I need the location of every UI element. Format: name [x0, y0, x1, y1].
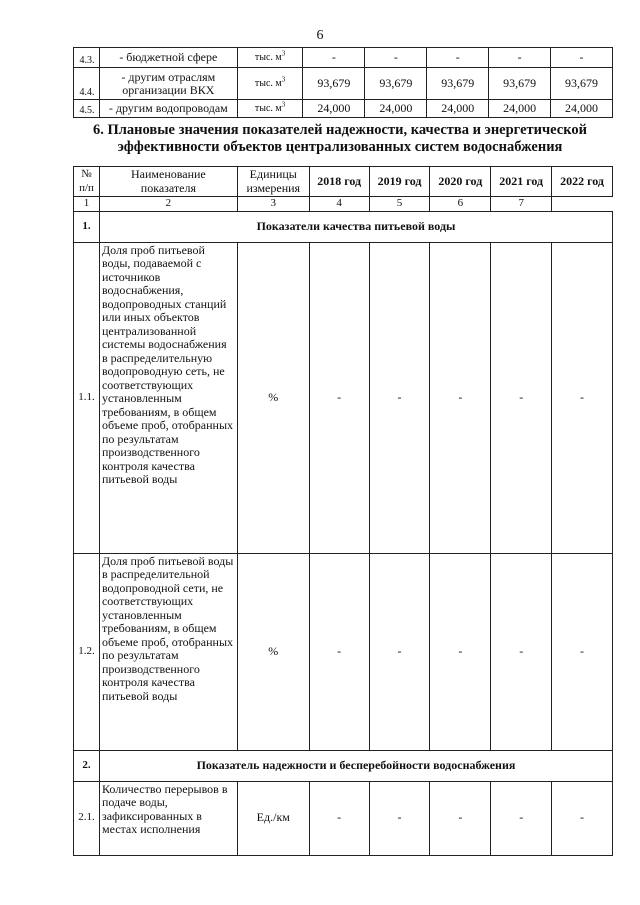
- row-name: Количество перерывов в подаче воды, зафиксированных в местах исполнения: [99, 781, 237, 855]
- header-name: Наименование показателя: [99, 167, 237, 197]
- row-number: 4.5.: [74, 100, 100, 118]
- row-name: - бюджетной сфере: [99, 48, 237, 68]
- table-row: [74, 100, 613, 118]
- header-year: 2020 год: [430, 167, 491, 197]
- top-table: [73, 47, 613, 118]
- value-cell: -: [309, 553, 369, 750]
- row-unit: тыс. $м^3$: [237, 48, 303, 68]
- row-number: 4.4.: [74, 68, 100, 100]
- value-cell: -: [430, 553, 491, 750]
- page-number: 6: [316, 28, 324, 43]
- header-row: [74, 167, 613, 197]
- value-cell: -: [430, 242, 491, 553]
- row-unit: тыс. $м^3$: [237, 68, 303, 100]
- row-unit: %: [237, 242, 309, 553]
- section-title: Показатель надежности и бесперебойности водоснабжения: [99, 750, 612, 781]
- row-number: 1.1.: [74, 242, 100, 553]
- index-cell: 3: [237, 197, 309, 212]
- index-cell: 4: [309, 197, 369, 212]
- section-row: [74, 750, 613, 781]
- header-num: № п/п: [74, 167, 100, 197]
- value-cell: 93,679: [303, 68, 365, 100]
- row-number: 4.3.: [74, 48, 100, 68]
- value-cell: -: [303, 48, 365, 68]
- value-cell: -: [489, 48, 551, 68]
- value-cell: -: [369, 242, 430, 553]
- row-unit: тыс. $м^3$: [237, 100, 303, 118]
- index-cell: 1: [74, 197, 100, 212]
- index-cell: 2: [99, 197, 237, 212]
- index-cell: 6: [430, 197, 491, 212]
- row-number: 1.2.: [74, 553, 100, 750]
- row-unit: Ед./км: [237, 781, 309, 855]
- section-number: 1.: [74, 211, 100, 242]
- section-row: [74, 211, 613, 242]
- value-cell: -: [427, 48, 489, 68]
- header-year: 2019 год: [369, 167, 430, 197]
- value-cell: -: [369, 553, 430, 750]
- value-cell: -: [365, 48, 427, 68]
- table-row: [74, 553, 613, 750]
- indicators-table: [73, 166, 613, 856]
- value-cell: 24,000: [551, 100, 613, 118]
- value-cell: -: [551, 48, 613, 68]
- value-cell: 93,679: [551, 68, 613, 100]
- header-unit: Единицы измерения: [237, 167, 309, 197]
- value-cell: -: [491, 781, 552, 855]
- section-number: 2.: [74, 750, 100, 781]
- index-cell: 5: [369, 197, 430, 212]
- value-cell: -: [491, 553, 552, 750]
- value-cell: 24,000: [427, 100, 489, 118]
- table-row: [74, 68, 613, 100]
- row-unit: %: [237, 553, 309, 750]
- value-cell: -: [491, 242, 552, 553]
- value-cell: -: [309, 242, 369, 553]
- header-year: 2021 год: [491, 167, 552, 197]
- value-cell: -: [552, 242, 613, 553]
- value-cell: 24,000: [303, 100, 365, 118]
- index-row: [74, 197, 613, 212]
- value-cell: 24,000: [489, 100, 551, 118]
- table-row: [74, 242, 613, 553]
- index-cell: 7: [491, 197, 552, 212]
- section-title: Показатели качества питьевой воды: [99, 211, 612, 242]
- value-cell: -: [552, 553, 613, 750]
- row-name: Доля проб питьевой воды в распределительной водопроводной сети, не соответствующих установленным требованиям, в общем объеме проб, отобранных по результатам производственного контроля качества питьевой воды: [99, 553, 237, 750]
- row-name: - другим водопроводам: [99, 100, 237, 118]
- header-year: 2022 год: [552, 167, 613, 197]
- value-cell: -: [369, 781, 430, 855]
- row-number: 2.1.: [74, 781, 100, 855]
- value-cell: -: [552, 781, 613, 855]
- table-row: [74, 48, 613, 68]
- value-cell: -: [309, 781, 369, 855]
- value-cell: -: [430, 781, 491, 855]
- value-cell: 93,679: [365, 68, 427, 100]
- header-year: 2018 год: [309, 167, 369, 197]
- row-name: Доля проб питьевой воды, подаваемой с источников водоснабжения, водопроводных станций или иных объектов централизованной системы водоснабжения в распределительную водопроводную сеть, не соответствующих установленным требованиям, в общем объеме проб, отобранных по результатам производственного контроля качества питьевой воды: [99, 242, 237, 553]
- row-name: - другим отраслям организации ВКХ: [99, 68, 237, 100]
- value-cell: 93,679: [489, 68, 551, 100]
- table-row: [74, 781, 613, 855]
- section-heading: 6. Плановые значения показателей надежности, качества и энергетической эффективности объектов централизованных систем водоснабжения: [93, 122, 587, 155]
- value-cell: 93,679: [427, 68, 489, 100]
- value-cell: 24,000: [365, 100, 427, 118]
